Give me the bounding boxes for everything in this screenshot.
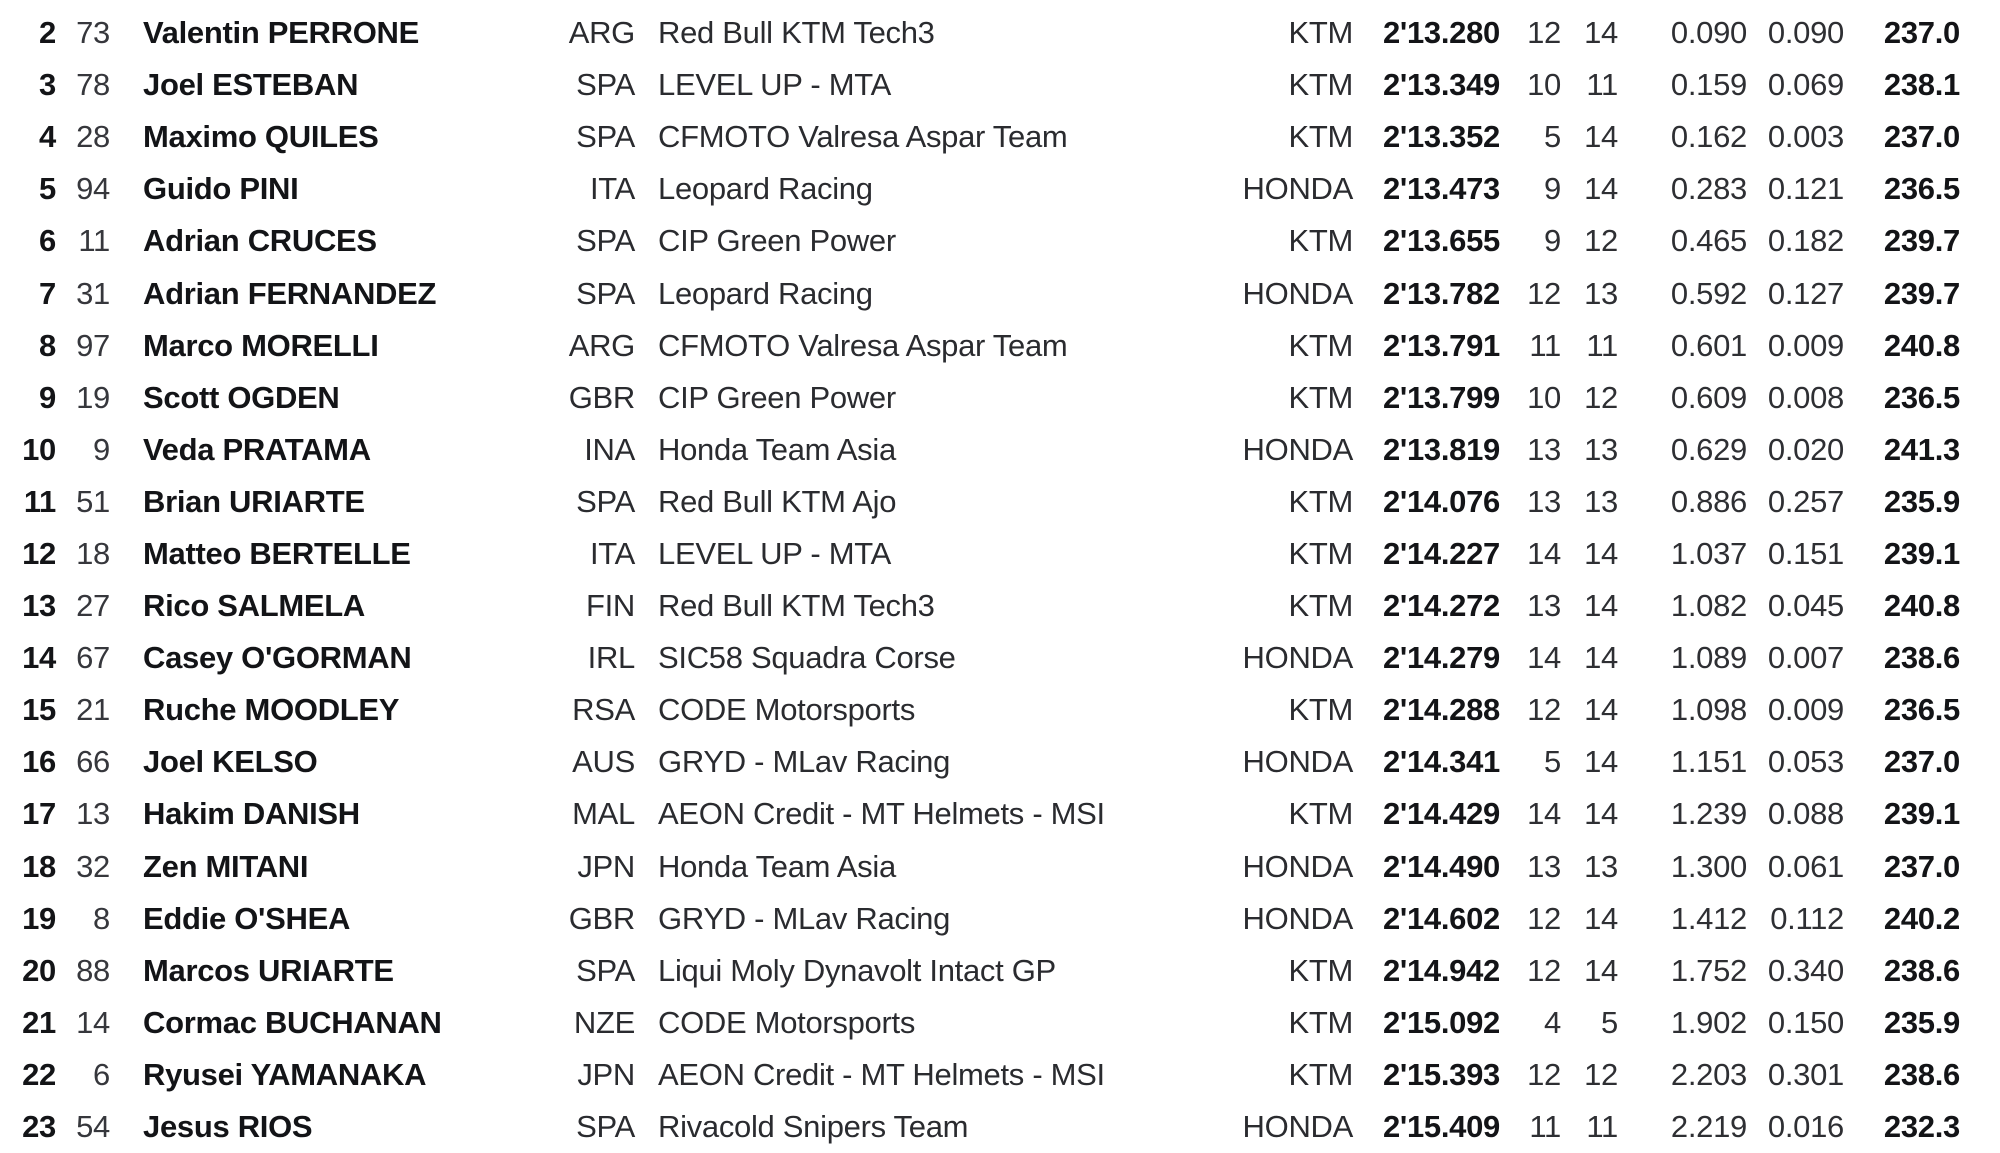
gap-to-first-cell: 1.037 (1670, 535, 1747, 571)
gap-to-previous-cell: 0.061 (1767, 848, 1844, 884)
manufacturer-cell: HONDA (1242, 431, 1353, 467)
best-lap-number-cell: 12 (1527, 1056, 1561, 1092)
total-laps-cell: 12 (1584, 223, 1618, 259)
top-speed-cell: 237.0 (1883, 119, 1960, 155)
rider-name-cell: Brian URIARTE (143, 483, 365, 519)
country-code-cell: MAL (572, 796, 635, 832)
country-code-cell: INA (584, 431, 635, 467)
total-laps-cell: 11 (1586, 67, 1618, 103)
gap-to-previous-cell: 0.020 (1767, 431, 1844, 467)
gap-to-first-cell: 0.283 (1670, 171, 1747, 207)
position-cell: 2 (39, 15, 56, 51)
position-cell: 6 (39, 223, 56, 259)
best-lap-number-cell: 4 (1544, 1004, 1561, 1040)
team-name-cell: GRYD - MLav Racing (658, 744, 951, 780)
gap-to-previous-cell: 0.182 (1767, 223, 1844, 259)
country-code-cell: RSA (572, 692, 635, 728)
rider-number-cell: 88 (76, 952, 110, 988)
manufacturer-cell: HONDA (1242, 275, 1353, 311)
rider-number-cell: 31 (76, 275, 110, 311)
best-lap-time-cell: 2'15.092 (1382, 1004, 1500, 1040)
rider-name-cell: Matteo BERTELLE (143, 535, 411, 571)
team-name-cell: Rivacold Snipers Team (658, 1109, 969, 1145)
top-speed-cell: 239.1 (1883, 535, 1960, 571)
position-cell: 21 (22, 1004, 56, 1040)
gap-to-previous-cell: 0.045 (1767, 588, 1844, 624)
manufacturer-cell: KTM (1288, 67, 1353, 103)
rider-number-cell: 67 (76, 640, 110, 676)
best-lap-time-cell: 2'14.602 (1382, 900, 1500, 936)
rider-number-cell: 8 (93, 900, 110, 936)
best-lap-number-cell: 14 (1527, 535, 1561, 571)
table-row[interactable] (0, 580, 2000, 632)
team-name-cell: AEON Credit - MT Helmets - MSI (658, 796, 1105, 832)
position-cell: 3 (39, 67, 56, 103)
rider-number-cell: 6 (93, 1056, 110, 1092)
top-speed-cell: 241.3 (1883, 431, 1960, 467)
rider-number-cell: 14 (76, 1004, 110, 1040)
team-name-cell: CIP Green Power (658, 223, 896, 259)
table-row[interactable] (0, 476, 2000, 528)
rider-name-cell: Scott OGDEN (143, 379, 340, 415)
team-name-cell: Red Bull KTM Tech3 (658, 15, 935, 51)
rider-name-cell: Adrian FERNANDEZ (143, 275, 437, 311)
country-code-cell: SPA (576, 483, 635, 519)
total-laps-cell: 13 (1584, 848, 1618, 884)
gap-to-first-cell: 0.609 (1670, 379, 1747, 415)
gap-to-first-cell: 1.412 (1670, 900, 1747, 936)
team-name-cell: CIP Green Power (658, 379, 896, 415)
country-code-cell: ITA (589, 535, 635, 571)
top-speed-cell: 236.5 (1883, 379, 1960, 415)
best-lap-number-cell: 5 (1544, 744, 1561, 780)
country-code-cell: GBR (568, 900, 635, 936)
manufacturer-cell: HONDA (1242, 640, 1353, 676)
total-laps-cell: 13 (1584, 431, 1618, 467)
team-name-cell: Leopard Racing (658, 275, 873, 311)
gap-to-first-cell: 1.098 (1670, 692, 1747, 728)
manufacturer-cell: KTM (1288, 692, 1353, 728)
best-lap-time-cell: 2'13.473 (1382, 171, 1500, 207)
position-cell: 4 (39, 119, 56, 155)
gap-to-previous-cell: 0.112 (1770, 900, 1844, 936)
table-row[interactable] (0, 111, 2000, 163)
rider-name-cell: Eddie O'SHEA (143, 900, 351, 936)
manufacturer-cell: HONDA (1242, 171, 1353, 207)
top-speed-cell: 237.0 (1883, 15, 1960, 51)
team-name-cell: Leopard Racing (658, 171, 873, 207)
rider-name-cell: Casey O'GORMAN (143, 640, 412, 676)
team-name-cell: Red Bull KTM Ajo (658, 483, 897, 519)
total-laps-cell: 14 (1584, 744, 1618, 780)
gap-to-previous-cell: 0.340 (1767, 952, 1844, 988)
manufacturer-cell: KTM (1288, 588, 1353, 624)
team-name-cell: CODE Motorsports (658, 1004, 916, 1040)
country-code-cell: SPA (576, 223, 635, 259)
country-code-cell: JPN (577, 1056, 635, 1092)
rider-number-cell: 78 (76, 67, 110, 103)
team-name-cell: Honda Team Asia (658, 431, 896, 467)
country-code-cell: FIN (585, 588, 635, 624)
best-lap-number-cell: 12 (1527, 900, 1561, 936)
top-speed-cell: 235.9 (1883, 483, 1960, 519)
manufacturer-cell: KTM (1288, 223, 1353, 259)
best-lap-time-cell: 2'14.288 (1382, 692, 1500, 728)
table-row[interactable] (0, 320, 2000, 372)
top-speed-cell: 237.0 (1883, 848, 1960, 884)
best-lap-number-cell: 14 (1527, 640, 1561, 676)
gap-to-first-cell: 1.239 (1670, 796, 1747, 832)
table-row[interactable] (0, 945, 2000, 997)
best-lap-number-cell: 10 (1527, 67, 1561, 103)
manufacturer-cell: KTM (1288, 379, 1353, 415)
manufacturer-cell: KTM (1288, 952, 1353, 988)
total-laps-cell: 12 (1584, 1056, 1618, 1092)
manufacturer-cell: KTM (1288, 15, 1353, 51)
best-lap-time-cell: 2'13.782 (1382, 275, 1500, 311)
rider-name-cell: Marcos URIARTE (143, 952, 394, 988)
position-cell: 10 (22, 431, 56, 467)
table-row[interactable] (0, 893, 2000, 945)
total-laps-cell: 14 (1584, 796, 1618, 832)
position-cell: 12 (22, 535, 56, 571)
best-lap-number-cell: 10 (1527, 379, 1561, 415)
rider-name-cell: Ruche MOODLEY (143, 692, 400, 728)
rider-number-cell: 19 (76, 379, 110, 415)
country-code-cell: SPA (576, 952, 635, 988)
gap-to-previous-cell: 0.088 (1767, 796, 1844, 832)
gap-to-previous-cell: 0.127 (1767, 275, 1844, 311)
gap-to-first-cell: 0.159 (1670, 67, 1747, 103)
best-lap-number-cell: 5 (1544, 119, 1561, 155)
rider-number-cell: 51 (76, 483, 110, 519)
country-code-cell: SPA (576, 275, 635, 311)
best-lap-time-cell: 2'14.279 (1382, 640, 1500, 676)
rider-number-cell: 73 (76, 15, 110, 51)
rider-name-cell: Rico SALMELA (143, 588, 366, 624)
table-row[interactable] (0, 632, 2000, 684)
manufacturer-cell: HONDA (1242, 1109, 1353, 1145)
manufacturer-cell: KTM (1288, 119, 1353, 155)
best-lap-number-cell: 12 (1527, 952, 1561, 988)
country-code-cell: SPA (576, 119, 635, 155)
best-lap-time-cell: 2'15.409 (1382, 1109, 1500, 1145)
best-lap-number-cell: 12 (1527, 15, 1561, 51)
team-name-cell: AEON Credit - MT Helmets - MSI (658, 1056, 1105, 1092)
table-row[interactable] (0, 1101, 2000, 1153)
best-lap-time-cell: 2'15.393 (1382, 1056, 1500, 1092)
table-row[interactable] (0, 841, 2000, 893)
position-cell: 18 (22, 848, 56, 884)
position-cell: 15 (22, 692, 56, 728)
best-lap-time-cell: 2'14.272 (1382, 588, 1500, 624)
gap-to-previous-cell: 0.151 (1767, 535, 1844, 571)
rider-number-cell: 27 (76, 588, 110, 624)
gap-to-previous-cell: 0.069 (1767, 67, 1844, 103)
best-lap-number-cell: 13 (1527, 848, 1561, 884)
gap-to-previous-cell: 0.257 (1767, 483, 1844, 519)
table-row[interactable] (0, 528, 2000, 580)
rider-name-cell: Cormac BUCHANAN (143, 1004, 442, 1040)
best-lap-time-cell: 2'14.429 (1382, 796, 1500, 832)
rider-name-cell: Valentin PERRONE (143, 15, 419, 51)
gap-to-previous-cell: 0.007 (1767, 640, 1844, 676)
gap-to-first-cell: 0.601 (1670, 327, 1747, 363)
total-laps-cell: 14 (1584, 588, 1618, 624)
top-speed-cell: 235.9 (1883, 1004, 1960, 1040)
position-cell: 19 (22, 900, 56, 936)
best-lap-number-cell: 11 (1529, 1109, 1561, 1145)
gap-to-first-cell: 1.089 (1670, 640, 1747, 676)
best-lap-number-cell: 13 (1527, 483, 1561, 519)
top-speed-cell: 240.8 (1883, 588, 1960, 624)
best-lap-number-cell: 12 (1527, 692, 1561, 728)
gap-to-first-cell: 1.082 (1670, 588, 1747, 624)
manufacturer-cell: HONDA (1242, 744, 1353, 780)
total-laps-cell: 13 (1584, 275, 1618, 311)
rider-name-cell: Marco MORELLI (143, 327, 379, 363)
top-speed-cell: 236.5 (1883, 692, 1960, 728)
rider-number-cell: 97 (76, 327, 110, 363)
gap-to-first-cell: 2.219 (1670, 1109, 1747, 1145)
gap-to-previous-cell: 0.053 (1767, 744, 1844, 780)
gap-to-first-cell: 0.162 (1670, 119, 1747, 155)
gap-to-first-cell: 0.465 (1670, 223, 1747, 259)
manufacturer-cell: KTM (1288, 327, 1353, 363)
table-row[interactable] (0, 684, 2000, 736)
best-lap-number-cell: 14 (1527, 796, 1561, 832)
table-row[interactable] (0, 788, 2000, 840)
total-laps-cell: 14 (1584, 900, 1618, 936)
table-row[interactable] (0, 163, 2000, 215)
best-lap-time-cell: 2'14.076 (1382, 483, 1500, 519)
best-lap-time-cell: 2'13.352 (1382, 119, 1500, 155)
gap-to-first-cell: 1.902 (1670, 1004, 1747, 1040)
top-speed-cell: 240.8 (1883, 327, 1960, 363)
total-laps-cell: 14 (1584, 15, 1618, 51)
manufacturer-cell: KTM (1288, 535, 1353, 571)
total-laps-cell: 12 (1584, 379, 1618, 415)
best-lap-time-cell: 2'13.349 (1382, 67, 1500, 103)
best-lap-number-cell: 11 (1529, 327, 1561, 363)
top-speed-cell: 238.6 (1883, 1056, 1960, 1092)
rider-number-cell: 28 (76, 119, 110, 155)
total-laps-cell: 13 (1584, 483, 1618, 519)
table-row[interactable] (0, 215, 2000, 267)
country-code-cell: SPA (576, 1109, 635, 1145)
top-speed-cell: 238.6 (1883, 952, 1960, 988)
rider-number-cell: 21 (76, 692, 110, 728)
gap-to-previous-cell: 0.121 (1767, 171, 1844, 207)
position-cell: 22 (22, 1056, 56, 1092)
total-laps-cell: 14 (1584, 640, 1618, 676)
total-laps-cell: 14 (1584, 171, 1618, 207)
gap-to-previous-cell: 0.150 (1767, 1004, 1844, 1040)
table-row[interactable] (0, 1049, 2000, 1101)
position-cell: 14 (22, 640, 56, 676)
manufacturer-cell: KTM (1288, 1056, 1353, 1092)
position-cell: 16 (22, 744, 56, 780)
rider-number-cell: 94 (76, 171, 110, 207)
team-name-cell: CFMOTO Valresa Aspar Team (658, 327, 1068, 363)
gap-to-first-cell: 0.090 (1670, 15, 1747, 51)
top-speed-cell: 236.5 (1883, 171, 1960, 207)
top-speed-cell: 238.6 (1883, 640, 1960, 676)
total-laps-cell: 14 (1584, 535, 1618, 571)
best-lap-time-cell: 2'13.799 (1382, 379, 1500, 415)
best-lap-time-cell: 2'14.490 (1382, 848, 1500, 884)
country-code-cell: JPN (577, 848, 635, 884)
rider-name-cell: Ryusei YAMANAKA (143, 1056, 427, 1092)
best-lap-time-cell: 2'14.942 (1382, 952, 1500, 988)
table-row[interactable] (0, 267, 2000, 319)
rider-number-cell: 9 (93, 431, 110, 467)
position-cell: 8 (39, 327, 56, 363)
country-code-cell: IRL (587, 640, 635, 676)
rider-name-cell: Zen MITANI (143, 848, 309, 884)
best-lap-time-cell: 2'14.341 (1382, 744, 1500, 780)
country-code-cell: AUS (572, 744, 635, 780)
gap-to-first-cell: 0.629 (1670, 431, 1747, 467)
gap-to-previous-cell: 0.003 (1767, 119, 1844, 155)
team-name-cell: CODE Motorsports (658, 692, 916, 728)
gap-to-first-cell: 1.300 (1670, 848, 1747, 884)
best-lap-time-cell: 2'13.819 (1382, 431, 1500, 467)
gap-to-first-cell: 0.592 (1670, 275, 1747, 311)
gap-to-first-cell: 1.752 (1670, 952, 1747, 988)
gap-to-previous-cell: 0.008 (1767, 379, 1844, 415)
country-code-cell: ARG (568, 327, 635, 363)
team-name-cell: LEVEL UP - MTA (658, 67, 891, 103)
country-code-cell: ITA (589, 171, 635, 207)
table-row[interactable] (0, 736, 2000, 788)
manufacturer-cell: KTM (1288, 483, 1353, 519)
position-cell: 5 (39, 171, 56, 207)
top-speed-cell: 232.3 (1883, 1109, 1960, 1145)
rider-name-cell: Adrian CRUCES (143, 223, 377, 259)
best-lap-time-cell: 2'13.655 (1382, 223, 1500, 259)
rider-name-cell: Maximo QUILES (143, 119, 379, 155)
country-code-cell: NZE (573, 1004, 635, 1040)
country-code-cell: SPA (576, 67, 635, 103)
best-lap-number-cell: 9 (1544, 223, 1561, 259)
top-speed-cell: 238.1 (1883, 67, 1960, 103)
rider-name-cell: Hakim DANISH (143, 796, 360, 832)
top-speed-cell: 239.1 (1883, 796, 1960, 832)
best-lap-number-cell: 13 (1527, 588, 1561, 624)
manufacturer-cell: HONDA (1242, 848, 1353, 884)
position-cell: 17 (22, 796, 56, 832)
total-laps-cell: 14 (1584, 119, 1618, 155)
best-lap-number-cell: 13 (1527, 431, 1561, 467)
position-cell: 13 (22, 588, 56, 624)
session-results-table (0, 7, 2000, 1153)
team-name-cell: LEVEL UP - MTA (658, 535, 891, 571)
rider-number-cell: 32 (76, 848, 110, 884)
table-row[interactable] (0, 7, 2000, 59)
rider-name-cell: Guido PINI (143, 171, 299, 207)
table-row[interactable] (0, 59, 2000, 111)
top-speed-cell: 240.2 (1883, 900, 1960, 936)
table-row[interactable] (0, 997, 2000, 1049)
total-laps-cell: 11 (1586, 327, 1618, 363)
rider-number-cell: 18 (76, 535, 110, 571)
team-name-cell: Liqui Moly Dynavolt Intact GP (658, 952, 1056, 988)
total-laps-cell: 14 (1584, 692, 1618, 728)
best-lap-time-cell: 2'13.280 (1382, 15, 1500, 51)
position-cell: 7 (39, 275, 56, 311)
country-code-cell: ARG (568, 15, 635, 51)
rider-number-cell: 66 (76, 744, 110, 780)
top-speed-cell: 237.0 (1883, 744, 1960, 780)
manufacturer-cell: KTM (1288, 796, 1353, 832)
gap-to-previous-cell: 0.016 (1767, 1109, 1844, 1145)
best-lap-number-cell: 9 (1544, 171, 1561, 207)
manufacturer-cell: KTM (1288, 1004, 1353, 1040)
rider-number-cell: 11 (78, 223, 110, 259)
rider-number-cell: 54 (76, 1109, 110, 1145)
best-lap-time-cell: 2'13.791 (1382, 327, 1500, 363)
rider-name-cell: Joel KELSO (143, 744, 318, 780)
best-lap-time-cell: 2'14.227 (1382, 535, 1500, 571)
position-cell: 11 (23, 483, 56, 519)
gap-to-first-cell: 1.151 (1670, 744, 1747, 780)
total-laps-cell: 5 (1601, 1004, 1618, 1040)
country-code-cell: GBR (568, 379, 635, 415)
rider-number-cell: 13 (76, 796, 110, 832)
gap-to-previous-cell: 0.090 (1767, 15, 1844, 51)
team-name-cell: Red Bull KTM Tech3 (658, 588, 935, 624)
total-laps-cell: 11 (1586, 1109, 1618, 1145)
best-lap-number-cell: 12 (1527, 275, 1561, 311)
team-name-cell: Honda Team Asia (658, 848, 896, 884)
top-speed-cell: 239.7 (1883, 275, 1960, 311)
manufacturer-cell: HONDA (1242, 900, 1353, 936)
gap-to-first-cell: 0.886 (1670, 483, 1747, 519)
gap-to-previous-cell: 0.301 (1767, 1056, 1844, 1092)
position-cell: 20 (22, 952, 56, 988)
team-name-cell: GRYD - MLav Racing (658, 900, 951, 936)
rider-name-cell: Joel ESTEBAN (143, 67, 359, 103)
team-name-cell: SIC58 Squadra Corse (658, 640, 956, 676)
gap-to-previous-cell: 0.009 (1767, 327, 1844, 363)
rider-name-cell: Jesus RIOS (143, 1109, 313, 1145)
table-row[interactable] (0, 424, 2000, 476)
total-laps-cell: 14 (1584, 952, 1618, 988)
position-cell: 9 (39, 379, 56, 415)
team-name-cell: CFMOTO Valresa Aspar Team (658, 119, 1068, 155)
position-cell: 23 (22, 1109, 56, 1145)
rider-name-cell: Veda PRATAMA (143, 431, 371, 467)
gap-to-first-cell: 2.203 (1670, 1056, 1747, 1092)
table-row[interactable] (0, 372, 2000, 424)
top-speed-cell: 239.7 (1883, 223, 1960, 259)
gap-to-previous-cell: 0.009 (1767, 692, 1844, 728)
